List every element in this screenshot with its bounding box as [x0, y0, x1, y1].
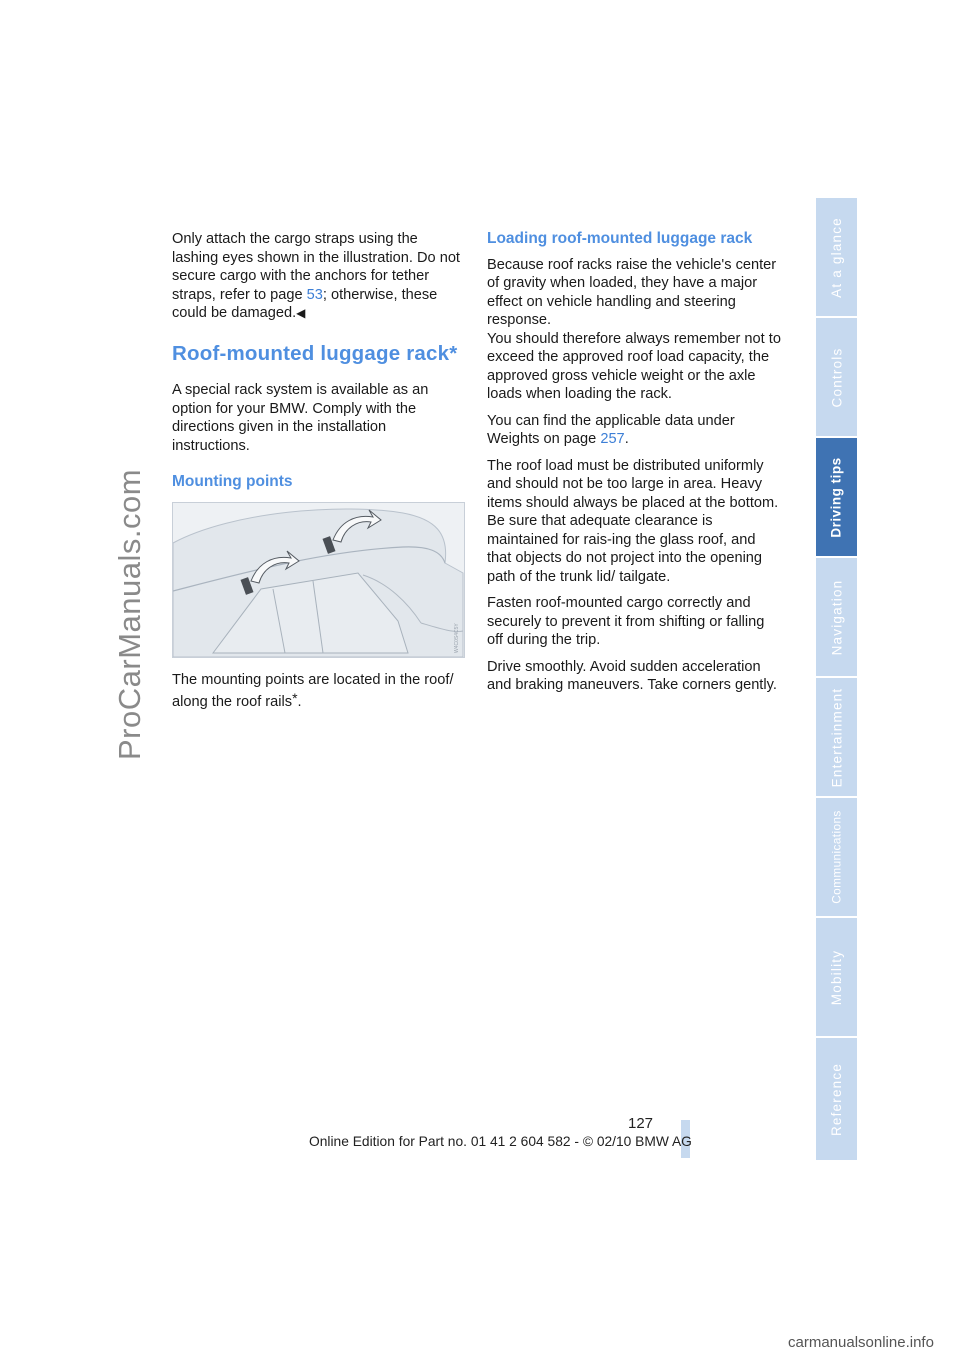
page-link-53[interactable]: 53 — [306, 286, 323, 303]
tab-driving-tips[interactable] — [816, 438, 857, 556]
paragraph-4: The roof load must be distributed uniformly and should not be too large in area. Heavy items should always be placed at the bottom. Be sure that adequate clearance is maintained for rais-ing the glass roof, and that objects do not project into the opening path of the trunk lid/ tailgate. — [487, 457, 779, 585]
chapter-tabs — [816, 198, 857, 1160]
p3-text: You can find the applicable data under Weights on page — [487, 412, 735, 447]
tab-entertainment[interactable] — [816, 678, 857, 796]
figure-caption — [172, 671, 466, 712]
caption-text: The mounting points are located in the roof/ along the roof rails — [172, 671, 454, 710]
subsection-title-mounting: Mounting points — [172, 473, 293, 490]
tab-reference[interactable] — [816, 1038, 857, 1160]
tab-communications[interactable] — [816, 798, 857, 916]
tab-label: Mobility — [829, 949, 844, 1005]
caption-end: . — [297, 694, 302, 710]
car-roof-diagram — [173, 503, 464, 657]
option-star-icon: * — [292, 690, 298, 706]
tab-label: At a glance — [829, 216, 844, 298]
page-link-257[interactable]: 257 — [600, 431, 625, 447]
tab-mobility[interactable] — [816, 918, 857, 1036]
end-mark-icon: ◀ — [296, 306, 306, 320]
subsection-title-loading: Loading roof-mounted luggage rack — [487, 230, 753, 247]
tab-label: Controls — [829, 347, 844, 407]
intro-text: Only attach the cargo straps using the lashing eyes shown in the illustration. Do not secure cargo with the anchors for tether straps, refer to page — [172, 231, 460, 303]
footer-site: carmanualsonline.info — [788, 1334, 934, 1351]
tab-controls[interactable] — [816, 318, 857, 436]
roof-illustration — [172, 502, 465, 658]
tab-label: Communications — [829, 810, 844, 904]
section-title: Roof-mounted luggage rack* — [172, 341, 458, 365]
paragraph-3 — [487, 412, 781, 449]
paragraph-1: Because roof racks raise the vehicle's center of gravity when loaded, they have a major effect on vehicle handling and steering response. — [487, 256, 777, 328]
p3-end: . — [624, 431, 629, 447]
tab-at-a-glance[interactable] — [816, 198, 857, 316]
tab-navigation[interactable] — [816, 558, 857, 676]
tab-label: Driving tips — [829, 456, 845, 538]
right-column — [487, 230, 781, 703]
intro-paragraph — [172, 230, 466, 323]
intro-text-cont: ; otherwise, these could be damaged. — [172, 286, 438, 321]
page-number: 127 — [628, 1115, 654, 1132]
paragraph-2: You should therefore always remember not to exceed the approved roof load capacity, the approved gross vehicle weight or the axle loads when loading the rack. — [487, 330, 781, 402]
watermark-text: ProCarManuals.com — [112, 468, 147, 760]
tab-label: Entertainment — [829, 687, 844, 787]
tab-label: Reference — [829, 1062, 844, 1136]
footer-edition: Online Edition for Part no. 01 41 2 604 582 - © 02/10 BMW AG — [309, 1134, 692, 1149]
tab-label: Navigation — [829, 579, 845, 655]
paragraph-6: Drive smoothly. Avoid sudden acceleration and braking maneuvers. Take corners gently. — [487, 658, 777, 693]
section-body: A special rack system is available as an option for your BMW. Comply with the directions given in the installation instructions. — [172, 382, 429, 454]
left-column — [172, 230, 466, 720]
paragraph-5: Fasten roof-mounted cargo correctly and securely to prevent it from shifting or falling off during the trip. — [487, 595, 765, 648]
figure-code: W4C0S4C5Y — [454, 622, 460, 653]
